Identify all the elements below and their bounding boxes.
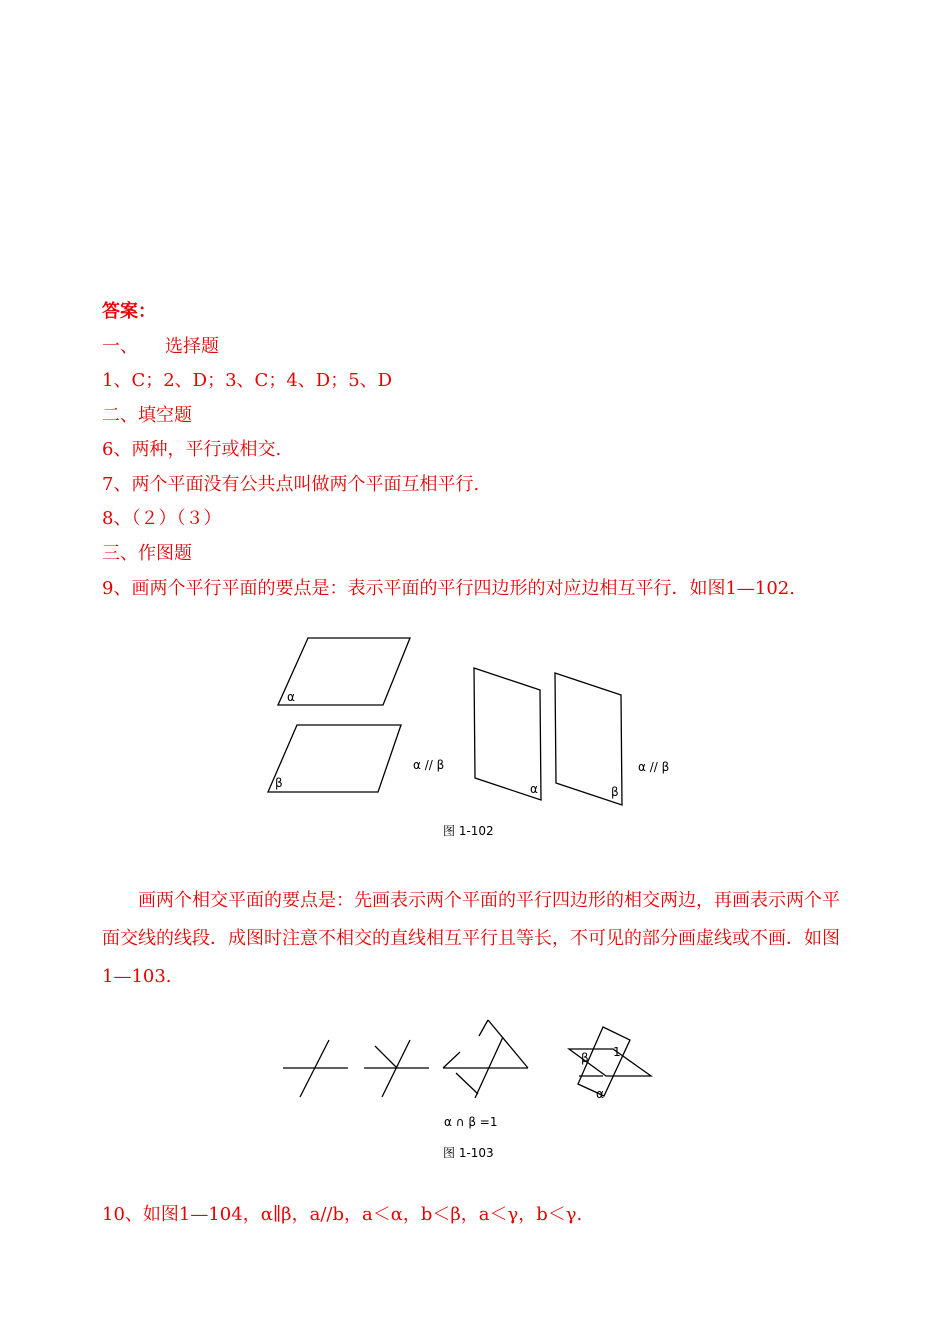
choice-answers: 1、C；2、D；3、C；4、D；5、D (102, 370, 393, 391)
fig102-label-beta-2: β (611, 785, 619, 799)
fig103-label-alpha: α (596, 1087, 604, 1101)
fig103-label-l: 1 (613, 1045, 621, 1059)
fig102-label-alpha-2: α (530, 782, 538, 796)
parallelogram-alpha-horizontal (278, 638, 410, 705)
section-fill-title: 二、填空题 (102, 405, 192, 426)
parallelogram-beta-horizontal (268, 725, 401, 792)
fig103-relation: α ∩ β =1 (444, 1115, 498, 1129)
section-drawing-title: 三、作图题 (102, 543, 192, 564)
fig103-caption: 图 1-103 (443, 1146, 494, 1160)
answer-10: 10、如图1—104，α∥β，a//b，a＜α，b＜β，a＜γ，b＜γ. (102, 1204, 583, 1225)
answer-6: 6、两种，平行或相交. (102, 439, 282, 460)
fig102-relation-2: α // β (638, 760, 670, 774)
figure-1-103 (270, 1012, 670, 1168)
intersect-paragraph: 画两个相交平面的要点是：先画表示两个平面的平行四边形的相交两边，再画表示两个平面交线的线段．成图时注意不相交的直线相互平行且等长，不可见的部分画虚线或不画．如图1—103. (102, 890, 840, 987)
parallelogram-alpha-vertical (474, 668, 541, 800)
answer-8: 8、（２）（３） (102, 508, 222, 529)
fig102-label-alpha-1: α (287, 690, 295, 704)
figure-1-102 (260, 628, 700, 848)
answers-heading: 答案： (102, 301, 156, 322)
fig102-relation-1: α // β (413, 758, 445, 772)
answer-7: 7、两个平面没有公共点叫做两个平面互相平行. (102, 474, 480, 495)
section-choice-title: 一、 选择题 (102, 336, 219, 357)
fig102-label-beta-1: β (275, 776, 283, 790)
fig103-label-beta: β (581, 1051, 589, 1065)
fig102-caption: 图 1-102 (443, 824, 494, 838)
answer-9: 9、画两个平行平面的要点是：表示平面的平行四边形的对应边相互平行．如图1—102. (102, 578, 795, 599)
